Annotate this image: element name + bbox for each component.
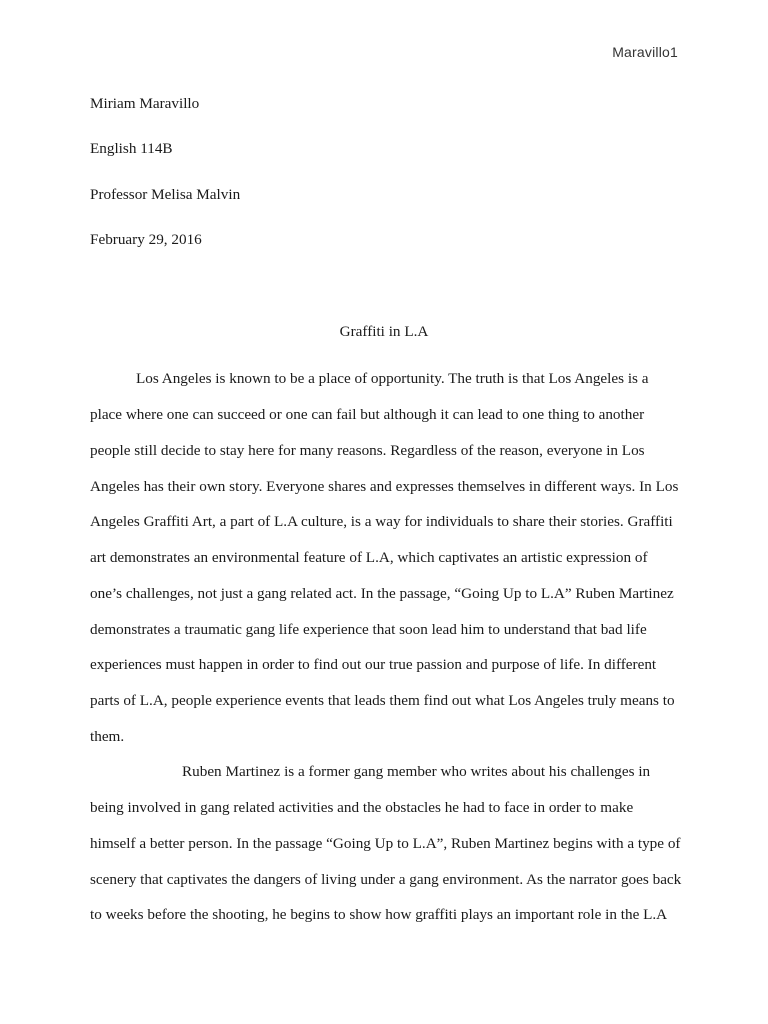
body-line: Angeles has their own story. Everyone shares and expresses themselves in different ways. In Los — [90, 478, 679, 495]
body-line: being involved in gang related activities and the obstacles he had to face in order to make — [90, 799, 634, 816]
body-line: them. — [90, 728, 125, 745]
body-line: Angeles Graffiti Art, a part of L.A culture, is a way for individuals to share their stories. Graffiti — [90, 513, 673, 530]
body-line: one’s challenges, not just a gang related act. In the passage, “Going Up to L.A” Ruben Martinez — [90, 585, 674, 602]
body-line: demonstrates a traumatic gang life experience that soon lead him to understand that bad life — [90, 621, 647, 638]
author-name: Miriam Maravillo — [90, 95, 200, 112]
body-line: Ruben Martinez is a former gang member who writes about his challenges in — [182, 763, 651, 780]
body-line: parts of L.A, people experience events that leads them find out what Los Angeles truly means to — [90, 692, 675, 709]
body-line: experiences must happen in order to find out our true passion and purpose of life. In different — [90, 656, 657, 673]
body-line: himself a better person. In the passage “Going Up to L.A”, Ruben Martinez begins with a type of — [90, 835, 681, 852]
body-line: place where one can succeed or one can fail but although it can lead to one thing to another — [90, 406, 645, 423]
body-line: scenery that captivates the dangers of living under a gang environment. As the narrator goes back — [90, 871, 682, 888]
paper-title: Graffiti in L.A — [339, 323, 429, 340]
running-head: Maravillo1 — [612, 44, 678, 60]
body-line: art demonstrates an environmental feature of L.A, which captivates an artistic expression of — [90, 549, 648, 566]
body-line: Los Angeles is known to be a place of opportunity. The truth is that Los Angeles is a — [136, 370, 649, 387]
paper-date: February 29, 2016 — [90, 231, 202, 248]
body-line: to weeks before the shooting, he begins to show how graffiti plays an important role in the L.A — [90, 906, 668, 923]
body-line: people still decide to stay here for many reasons. Regardless of the reason, everyone in Los — [90, 442, 645, 459]
course-name: English 114B — [90, 140, 173, 157]
professor-name: Professor Melisa Malvin — [90, 186, 241, 203]
